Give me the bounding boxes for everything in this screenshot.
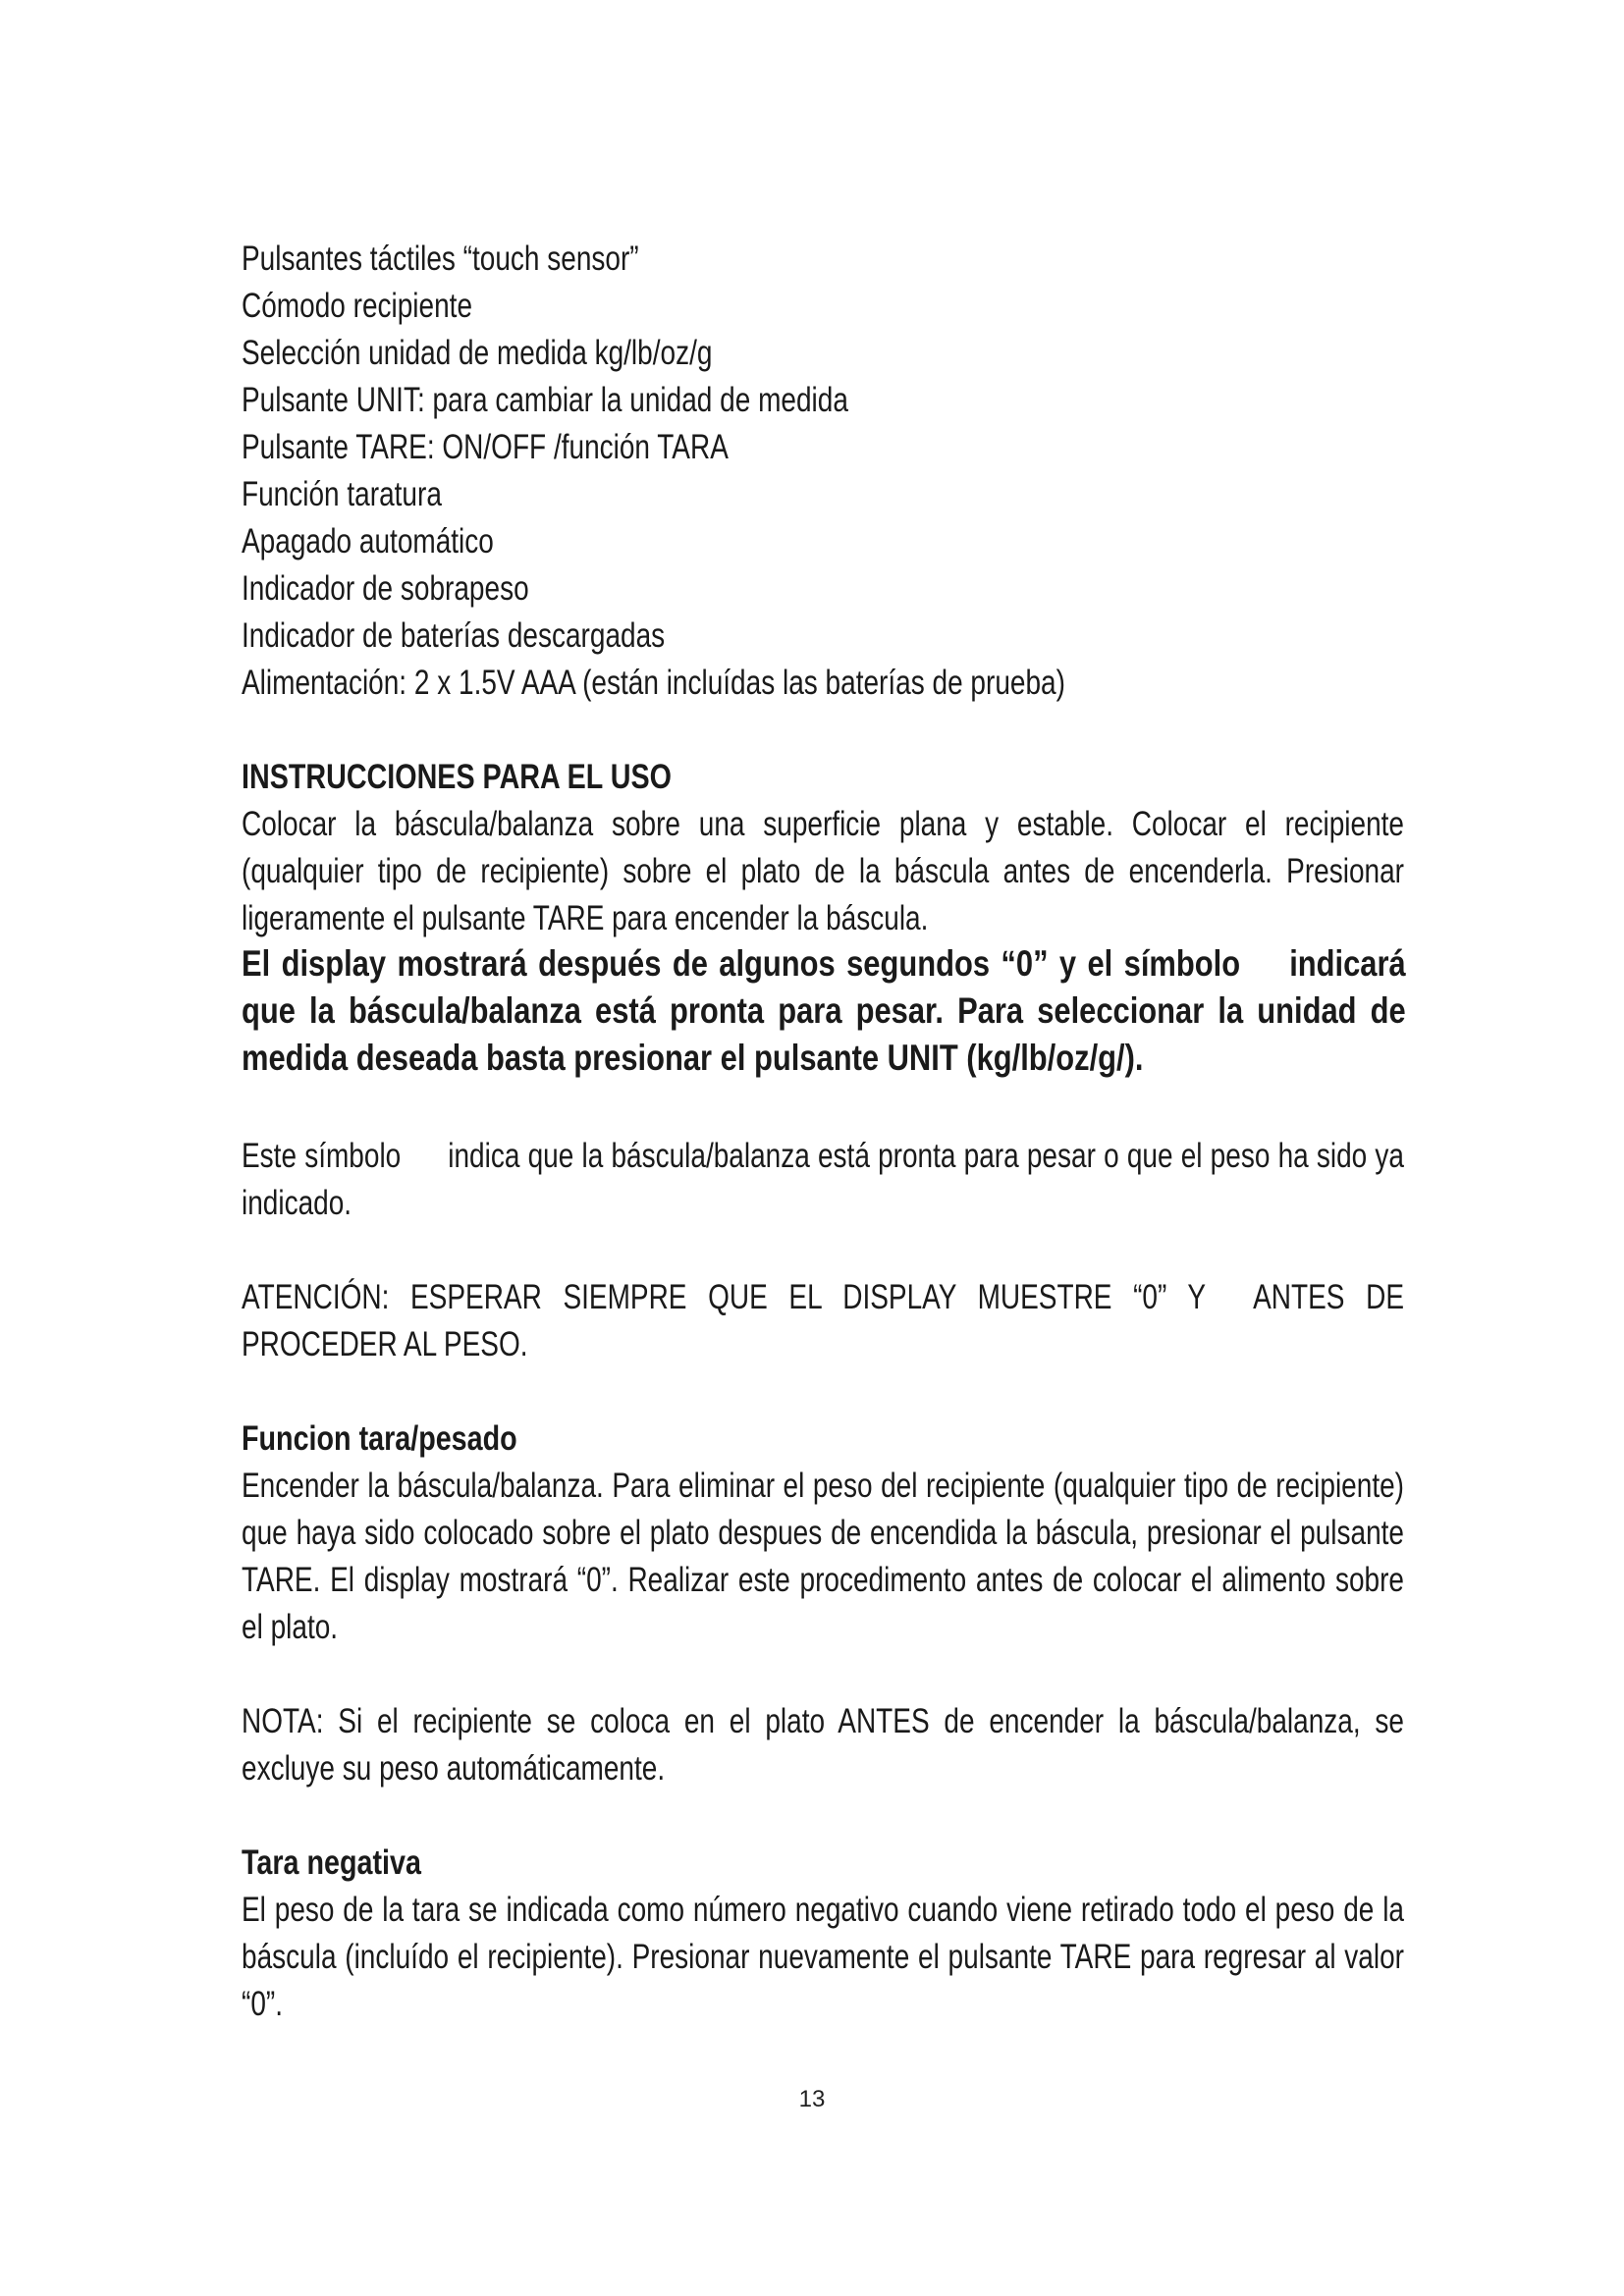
nota-paragraph: NOTA: Si el recipiente se coloca en el plato ANTES de encender la báscula/balanza, se excluye su peso automáticamente. (242, 1702, 1404, 1788)
feature-item: Selección unidad de medida kg/lb/oz/g (242, 334, 713, 372)
tara-negativa-paragraph: El peso de la tara se indicada como número negativo cuando viene retirado todo el peso de la báscula (incluído el recipiente). Presionar nuevamente el pulsante TARE para regresar al valor “0”. (242, 1891, 1404, 2023)
feature-item: Cómodo recipiente (242, 287, 473, 325)
display-symbol-paragraph: El display mostrará después de algunos segundos “0” y el símbolo indicará que la báscula/balanza está pronta para pesar. Para seleccionar la unidad de medida deseada basta presionar el pulsante UNIT (kg/lb/oz/g/). (242, 943, 1406, 1078)
atencion-paragraph: ATENCIÓN: ESPERAR SIEMPRE QUE EL DISPLAY MUESTRE “0” Y ANTES DE PROCEDER AL PESO. (242, 1278, 1404, 1363)
feature-item: Función taratura (242, 475, 442, 513)
instrucciones-heading: INSTRUCCIONES PARA EL USO (242, 758, 672, 796)
feature-item: Pulsante UNIT: para cambiar la unidad de medida (242, 381, 848, 419)
page-number: 13 (798, 2086, 826, 2112)
symbol-paragraph: Este símbolo indica que la báscula/balanza está pronta para pesar o que el peso ha sido ya indicado. (242, 1137, 1404, 1222)
funcion-tara-paragraph: Encender la báscula/balanza. Para eliminar el peso del recipiente (qualquier tipo de recipiente) que haya sido colocado sobre el plato despues de encendida la báscula, presionar el pulsante TARE. El display mostrará “0”. Realizar este procedimento antes de colocar el alimento sobre el plato. (242, 1467, 1404, 1646)
feature-item: Alimentación: 2 x 1.5V AAA (están incluídas las baterías de prueba) (242, 664, 1065, 702)
instrucciones-paragraph: Colocar la báscula/balanza sobre una superficie plana y estable. Colocar el recipiente (qualquier tipo de recipiente) sobre el plato de la báscula antes de encenderla. Presionar ligeramente el pulsante TARE para encender la báscula. (242, 805, 1404, 937)
funcion-tara-heading: Funcion tara/pesado (242, 1419, 517, 1458)
feature-item: Indicador de sobrapeso (242, 569, 529, 608)
feature-item: Pulsantes táctiles “touch sensor” (242, 240, 639, 278)
feature-item: Indicador de baterías descargadas (242, 616, 666, 655)
manual-page-content (242, 236, 1405, 2028)
tara-negativa-heading: Tara negativa (242, 1843, 421, 1882)
feature-item: Pulsante TARE: ON/OFF /función TARA (242, 428, 729, 466)
feature-item: Apagado automático (242, 522, 494, 561)
feature-list (242, 236, 1405, 707)
